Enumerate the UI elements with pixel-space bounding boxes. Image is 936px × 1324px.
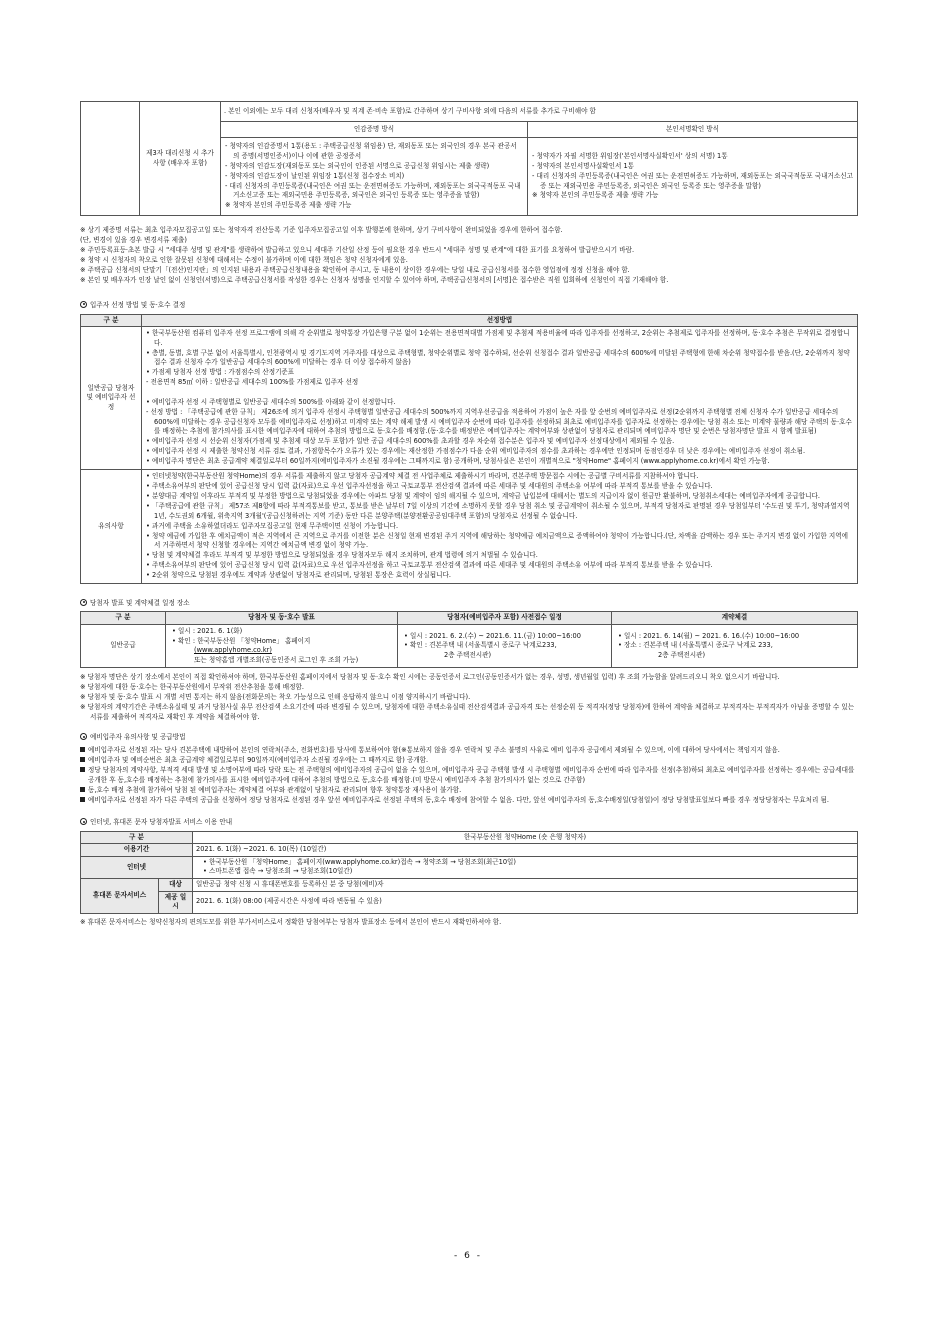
- selection-item: - 전용면적 85㎡ 이하 : 일반공급 세대수의 100%를 가점제로 입주자 선정: [146, 378, 359, 387]
- caution-row-content: [142, 470, 858, 584]
- circle-bullet-icon: [80, 818, 87, 825]
- caution-item: • 과거에 주택을 소유하였더라도 입주자모집공고일 현재 무주택이면 신청이 가능합니다.: [146, 521, 399, 530]
- seal-method-item: - 청약자의 인감증명서 1통(용도 : 주택공급신청 위임용) 단, 재외동포 또는 외국인의 경우 본국 관공서의 증명(서명인증서)이나 이에 관한 공정증서: [225, 142, 517, 160]
- notes-block-1: [80, 226, 858, 286]
- svc-sms-target-label: 대상: [159, 879, 193, 892]
- caution-row-label: 유의사항: [81, 470, 142, 584]
- seal-method-cell: [221, 138, 528, 216]
- section-title-text: 입주자 선정 방법 및 동·호수 결정: [90, 300, 186, 309]
- svc-period-val: 2021. 6. 1(화) ~2021. 6. 10(목) (10일간): [193, 844, 858, 857]
- sched-row-label: 일반공급: [81, 625, 166, 668]
- caution-item: • 주택소유여부의 판단에 있어 공급신청 당시 입력 값(자료)으로 우선 입주자선정을 하고 국토교통부 전산검색 결과에 따른 세대주 및 세대원의 주택소유 여부에 따라 부적격 통보를 받을 수 있습니다.: [146, 482, 713, 491]
- contract-place: • 장소 : 견본주택 내 (서울특별시 종로구 낙계로 233,: [618, 641, 773, 650]
- caution-item: • 인터넷청약(한국부동산원 청약Home)의 경우 서류를 제출하지 않고 당첨자 공급계약 체결 전 사업주체로 제출하시기 바라며, 견본주택 방문접수 시에는 공급별 구비서류를 지참하셔야 합니다.: [146, 472, 699, 481]
- reserve-item: [80, 756, 858, 766]
- selection-item: • 예비입주자 명단은 최초 공급계약 체결일로부터 60일까지(예비입주자가 소진될 경우에는 그때까지로 함) 공개하며, 당첨사실은 본인이 개별적으로 "청약Home" 홈페이지 (www.applyhome.co.kr)에서 확인 가능함.: [146, 457, 770, 466]
- section-title-text: 당첨자 발표 및 계약체결 일정 장소: [90, 598, 190, 607]
- proxy-label: 제3자 대리신청 시 추가사항 (배우자 포함): [140, 102, 221, 216]
- selection-item: • 가점제 당첨자 선정 방법 : 가점점수의 산정기준표: [146, 368, 295, 377]
- announce-app: 또는 청약홈앱 개별조회(공동인증서 로그인 후 조회 가능): [194, 655, 359, 664]
- announce-check: • 확인 : 한국부동산원 「청약Home」 홈페이지: [172, 636, 311, 645]
- note-item: ※ 상기 제증명 서류는 최초 입주자모집공고일 또는 청약자격 전산등록 기준 입주자모집공고일 이후 발행분에 한하며, 상기 구비사항이 완비되었을 경우에 한하여 접수함.: [80, 226, 563, 235]
- signature-method-cell: [528, 138, 858, 216]
- prereg-place-2: 2층 주택전시관): [444, 650, 492, 659]
- section-title-text: 인터넷, 휴대폰 문자 당첨자발표 서비스 이용 안내: [90, 818, 233, 827]
- selection-row-label: 일반공급 당첨자 및 예비입주자 선정: [81, 327, 142, 470]
- caution-item: • 당첨 및 계약체결 후라도 부적격 및 부정한 방법으로 당첨되었을 경우 당첨자모두 해지 조치하며, 관계 법령에 의거 처벌될 수 있습니다.: [146, 551, 538, 560]
- svc-sms-target-val: 일반공급 청약 신청 시 휴대폰번호를 등록하신 분 중 당첨(예비)자: [193, 879, 858, 892]
- section-title-service: [80, 817, 858, 828]
- selection-item: • 층별, 동별, 호별 구분 없이 서울특별시, 인천광역시 및 경기도지역 거주자를 대상으로 주택형별, 청약순위별로 청약 접수하되, 선순위 신청접수 결과 일반공급 세대수의 600%에 미달된 주택형에 한해 차순위 청약접수를 받음.(단, 2순위까지 청약접수 결과 신청자 수가 일반공급 세대수의 600%에 미달하는 경우 더 이상 접수하지 않음): [146, 348, 850, 367]
- selection-item: • 예비입주자 선정 시 제출한 청약신청 서류 검토 결과, 가점항목수가 오류가 있는 경우에는 재산정한 가점점수가 다음 순위 예비입주자의 점수를 초과하는 경우에만 인정되며 동점인경우 더 낮은 경우에는 예비입주자 선정이 취소됨.: [146, 447, 806, 456]
- service-note: [80, 918, 858, 928]
- seal-method-item: - 청약자의 인감도장(재외동포 또는 외국인이 인증된 서명으로 공급신청 위임시는 제출 생략): [225, 161, 490, 170]
- reserve-item-text: 동,호수 배정 추첨에 참가하여 당첨 된 예비입주자는 계약체결 여부와 관계없이 당첨자로 관리되며 향후 청약통장 재사용이 불가함.: [88, 785, 462, 794]
- schedule-note-item: ※ 당첨자의 계약기간은 주택소유실태 및 과거 당첨사실 유무 전산검색 소요기간에 따라 변경될 수 있으며, 당첨자에 대한 주택소유실태 전산검색결과 공급자격 또는 선정순위 등 적격자(정당 당첨자)에 한하여 계약을 체결하고 부적격자는 부적격자가 아님을 증명할 수 있는 서류를 제출하여 적격자로 재확인 후 계약을 체결하여야 함.: [80, 703, 855, 721]
- page-number: - 6 -: [454, 1251, 482, 1261]
- section-title-announcement: [80, 598, 858, 609]
- reserve-item-text: 예비입주자로 선정된 자가 다른 주택의 공급을 신청하여 정당 당첨자로 선정된 경우 앞선 예비입주자로 선정된 주택의 동,호수 배정에 참여할 수 없음. 다만, 앞선 예비입주자의 동,호수배정일(당첨일)이 정당 당첨발표일보다 빠를 경우 정당당첨자는 무효처리 됨.: [88, 795, 829, 804]
- notes-block-3: [80, 673, 858, 722]
- svc-internet-val: [193, 856, 858, 878]
- document-page: [80, 88, 858, 928]
- caution-item: • 분양대금 계약일 이후라도 부적격 및 부정한 방법으로 당첨되었을 경우에는 아파트 당첨 및 계약이 임의 해지될 수 있으며, 계약금 납입분에 대해서는 별도의 지급이자 없이 원금만 환불하며, 당첨취소세대는 예비입주자에게 공급합니다.: [146, 492, 820, 501]
- section-title-selection: [80, 300, 858, 311]
- caution-item: • 2순위 청약으로 당첨된 경우에도 계약과 상관없이 당첨자로 관리되며, 당첨된 통장은 효력이 상실됩니다.: [146, 570, 451, 579]
- reserve-list: [80, 746, 858, 805]
- notification-service-table: [80, 831, 858, 914]
- reserve-item-text: 정당 당첨자의 계약사항, 부적격 세대 발생 및 소명여부에 따라 당락 또는 전 주택형의 예비입주자의 공급이 없을 수 있으며, 예비입주자 공급 주택형 발생 시 주택형별 예비입주자 순번에 따라 입주자를 선정(추첨)하되 최초로 예비입주자를 선정하는 경우에는 공급세대를 공개한 후 동,호수를 배정하는 추첨에 참가의사를 표시한 예비입주자에 대하여 추첨의 방법으로 동,호수를 배정함.(미 방문시 예비입주자 추첨 참가의사가 없는 것으로 간주함): [88, 766, 855, 784]
- signature-method-item: - 청약자의 본인서명사실확인서 1통: [532, 162, 635, 171]
- selection-item: • 한국부동산원 컴퓨터 입주자 선정 프로그램에 의해 각 순위별로 청약통장 가입은행 구분 없이 1순위는 전용면적대별 가점제 및 추첨제 적용비율에 따라 입주자를 선정하고, 2순위는 추첨제로 입주자를 선정하며, 동·호수 추첨은 무작위로 결정합니다.: [146, 329, 850, 347]
- sched-head-2: 당첨자(예비입주자 포함) 사전접수 일정: [398, 612, 612, 625]
- circle-bullet-icon: [80, 599, 87, 606]
- svc-sms-time-label: 제공 일시: [159, 891, 193, 913]
- signature-method-item: - 청약자가 자필 서명한 위임장('본인서명사실확인서' 상의 서명) 1통: [532, 152, 728, 161]
- note-item: ※ 청약 시 신청자의 착오로 인한 잘못된 신청에 대해서는 수정이 불가하며 이에 대한 책임은 청약 신청자에게 있음.: [80, 256, 408, 265]
- svc-period-label: 이용기간: [81, 844, 193, 857]
- sched-preregister-cell: [398, 625, 612, 668]
- svc-head-kind: 구 분: [81, 831, 193, 844]
- sched-announce-cell: [166, 625, 398, 668]
- proxy-application-table: [80, 101, 858, 216]
- prereg-place: • 확인 : 견본주택 내 (서울특별시 종로구 낙계로233,: [404, 641, 557, 650]
- selection-item: • 예비입주자 선정 시 선순위 신청자(가점제 및 추첨제 대상 모두 포함)가 일반 공급 세대수의 600%를 초과할 경우 차순위 접수분은 입주자 및 예비입주자 선정대상에서 제외될 수 있음.: [146, 437, 675, 446]
- circle-bullet-icon: [80, 733, 87, 740]
- seal-method-head: 인감증명 방식: [221, 122, 528, 138]
- blank-cell: [81, 102, 140, 216]
- selection-row-content: [142, 327, 858, 470]
- section-title-reserve: [80, 732, 858, 743]
- contract-date: • 일시 : 2021. 6. 14(월) ~ 2021. 6. 16.(수) 10:00~16:00: [618, 631, 800, 640]
- announcement-schedule-table: [80, 611, 858, 668]
- sched-head-0: 구 분: [81, 612, 166, 625]
- proxy-top-note: . 본인 이외에는 모두 대리 신청자(배우자 및 직계 존·비속 포함)로 간주하며 상기 구비사항 외에 다음의 서류를 추가로 구비해야 함: [221, 102, 858, 122]
- seal-method-item: ※ 청약자 본인의 주민등록증 제출 생략 가능: [225, 201, 352, 210]
- seal-method-item: - 청약자의 인감도장이 날인된 위임장 1통(신청 접수장소 비치): [225, 171, 405, 180]
- svc-sms-time-val: 2021. 6. 1(화) 08:00 (제공시간은 사정에 따라 변동될 수 있음): [193, 891, 858, 913]
- applyhome-link[interactable]: (www.applyhome.co.kr): [194, 646, 272, 655]
- svc-internet-label: 인터넷: [81, 856, 193, 878]
- signature-method-head: 본인서명확인 방식: [528, 122, 858, 138]
- signature-method-item: ※ 청약자 본인의 주민등록증 제출 생략 가능: [532, 191, 659, 200]
- section-title-text: 예비입주자 유의사항 및 공급방법: [90, 733, 186, 742]
- svc-sms-label: 휴대폰 문자서비스: [81, 879, 159, 914]
- caution-item: • 주택소유여부의 판단에 있어 공급신청 당시 입력 값(자료)으로 우선 입주자선정을 하고 국토교통부 전산검색 결과에 따른 세대주 및 세대원의 주택소유 여부에 따라 부적격 통보를 받을 수 있습니다.: [146, 561, 713, 570]
- square-bullet-icon: [80, 787, 85, 792]
- square-bullet-icon: [80, 797, 85, 802]
- signature-method-item: - 대리 신청자의 주민등록증(내국인은 여권 또는 운전면허증도 가능하며, 재외동포는 외국국적동포 국내거소신고증 또는 재외국민용 주민등록증, 외국인은 외국인 등록증 또는 영주증을 말함): [532, 172, 854, 190]
- reserve-item: [80, 786, 858, 796]
- selection-item: - 선정 방법 : 「주택공급에 관한 규칙」 제26조에 의거 입주자 선정시 주택형별 일반공급 세대수의 500%까지 지역우선공급을 적용하여 가점이 높은 자를 앞 순번의 예비입주자로 선정(2순위까지 주택형별 전체 신청자 수가 일반공급 세대수의 600%에 미달하는 경우 공급신청자 모두를 예비입주자로 선정)하고 미계약 또는 계약 해제 발생 시 예비입주자 순번에 따라 입주자를 선정하되 최초로 예비입주자를 입주자로 선정하는 경우에는 당첨 취소 또는 미계약 물량과 해당 주택의 동·호수를 배정하는 추첨에 참가의사를 표시한 예비입주자에 대하여 추첨의 방법으로 동·호수를 배정함.(동·호수를 배정받은 예비입주자는 계약여부와 상관없이 당첨자로 관리되며 예비입주자 명단 및 순번은 당첨자명단 발표 시 함께 발표됨): [146, 408, 852, 436]
- square-bullet-icon: [80, 767, 85, 772]
- schedule-note-item: ※ 당첨자에 대한 동·호수는 한국부동산원에서 무작위 전산추첨을 통해 배정함.: [80, 683, 304, 692]
- caution-item: • 「주택공급에 관한 규칙」 제57조 제8항에 따라 부적격통보를 받고, 통보를 받은 날부터 7일 이상의 기간에 소명하지 못할 경우 당첨 취소 및 공급계약이 취소될 수 있으며, 부적격 당첨자로 판명된 경우 당첨일부터 '수도권 및 투기, 청약과열지역 1년, 수도권외 6개월, 위축지역 3개월'(공급신청하려는 지역 기준) 동안 다른 분양주택(분양전환공공임대주택 포함)의 당첨자로 선정될 수 없습니다.: [146, 502, 850, 520]
- square-bullet-icon: [80, 757, 85, 762]
- circle-bullet-icon: [80, 301, 87, 308]
- reserve-item: [80, 796, 858, 806]
- note-item: (단, 변경이 있을 경우 변경서류 제출): [80, 236, 187, 245]
- service-note-text: ※ 휴대폰 문자서비스는 청약신청자의 편의도모를 위한 부가서비스로서 정확한 당첨여부는 당첨자 발표장소 등에서 본인이 반드시 재확인하셔야 함.: [80, 917, 502, 926]
- sched-head-1: 당첨자 및 동·호수 발표: [166, 612, 398, 625]
- reserve-item: [80, 746, 858, 756]
- square-bullet-icon: [80, 747, 85, 752]
- seal-method-item: - 대리 신청자의 주민등록증(내국인은 여권 또는 운전면허증도 가능하며, 재외동포는 외국국적동포 국내거소신고증 또는 재외국민용 주민등록증, 외국인은 외국인 등록증 또는 영주증을 말함): [225, 181, 521, 200]
- selection-item: • 예비입주자 선정 시 주택형별로 일반공급 세대수의 500%를 아래와 같이 선정합니다.: [146, 398, 396, 407]
- svc-internet-line-1: • 한국부동산원 「청약Home」 홈페이지(www.applyhome.co.kr)접속 → 청약조회 → 당첨조회(최근10일): [203, 857, 516, 866]
- reserve-item-text: 예비입주자로 선정된 자는 당사 견본주택에 내방하여 본인의 연락처(주소, 전화번호)를 당사에 통보하여야 함(※통보하지 않을 경우 연락처 및 주소 불명의 사유로 예비 입주자 공급에서 제외될 수 있으며, 이에 대하여 당사에서는 책임지지 않음.: [88, 745, 780, 754]
- prereg-date: • 일시 : 2021. 6. 2.(수) ~ 2021.6. 11.(금) 10:00~16:00: [404, 631, 581, 640]
- svc-head-val: 한국부동산원 청약Home (숏 은행 청약자): [193, 831, 858, 844]
- head-kind: 구 분: [81, 314, 142, 327]
- announce-date: • 일시 : 2021. 6. 1(화): [172, 627, 243, 636]
- reserve-item-text: 예비입주자 및 예비순번은 최초 공급계약 체결일로부터 90일까지(예비입주자 소진될 경우에는 그 때까지로 함) 공개함.: [88, 756, 429, 765]
- schedule-note-item: ※ 당첨자 및 동·호수 발표 시 개별 서면 통지는 하지 않음(전화문의는 착오 가능성으로 인해 응답하지 않으니 이점 양지하시기 바랍니다).: [80, 693, 471, 702]
- head-method: 선정방법: [142, 314, 858, 327]
- reserve-item: [80, 766, 858, 785]
- svc-internet-line-2: • 스마트폰앱 접속 → 당첨조회 → 당첨조회(10일간): [203, 867, 353, 876]
- schedule-note-item: ※ 당첨자 명단은 상기 장소에서 본인이 직접 확인하셔야 하며, 한국부동산원 홈페이지에서 당첨자 및 동·호수 확인 시에는 공동인증서 로그인(공동인증서가 없는 경우, 성명, 생년월일 입력) 후 조회 가능함을 알려드리오니 착오 없으시기 바랍니다.: [80, 673, 780, 682]
- sched-head-3: 계약체결: [612, 612, 858, 625]
- note-item: ※ 주택공급 신청서의 단말기「(전산)인지란」의 인지된 내용과 주택공급신청내용을 확인하여 주시고, 동 내용이 상이한 경우에는 당일 내로 공급신청서를 접수한 영업점에 정정 신청을 해야 함.: [80, 266, 630, 275]
- note-item: ※ 주민등록표등·초본 발급 시 "세대주 성명 및 관계"를 생략하여 발급하고 있으니 세대주 기산일 산정 등이 필요한 경우 반드시 "세대주 성명 및 관계"에 대한 표기를 요청하여 발급받으시기 바람.: [80, 246, 635, 255]
- contract-place-2: 2층 주택전시관): [658, 650, 706, 659]
- note-item: ※ 본인 및 배우자가 인장 날인 없이 신청인(서명)으로 주택공급신청서를 작성한 경우는 신청자 성명을 인지할 수 있어야 하며, 주택공급신청서의 [서명]은 접수받은 직원 입회하에 신청인이 직접 기재해야 함.: [80, 276, 669, 285]
- sched-contract-cell: [612, 625, 858, 668]
- selection-item: [146, 388, 853, 398]
- selection-method-table: [80, 314, 858, 584]
- caution-item: • 청약 예금에 가입한 후 예치금액이 적은 지역에서 큰 지역으로 주거를 이전한 분은 신청일 현재 변경된 주거 지역에 해당하는 청약예금 예치금액으로 증액하여야 청약이 가능합니다.(단, 차액을 감액하는 경우 또는 주거지 변경 없이 가입한 지역에서 거주하면서 청약 신청할 경우에는 지역간 예치금액 변경 없이 청약 가능.: [146, 531, 848, 550]
